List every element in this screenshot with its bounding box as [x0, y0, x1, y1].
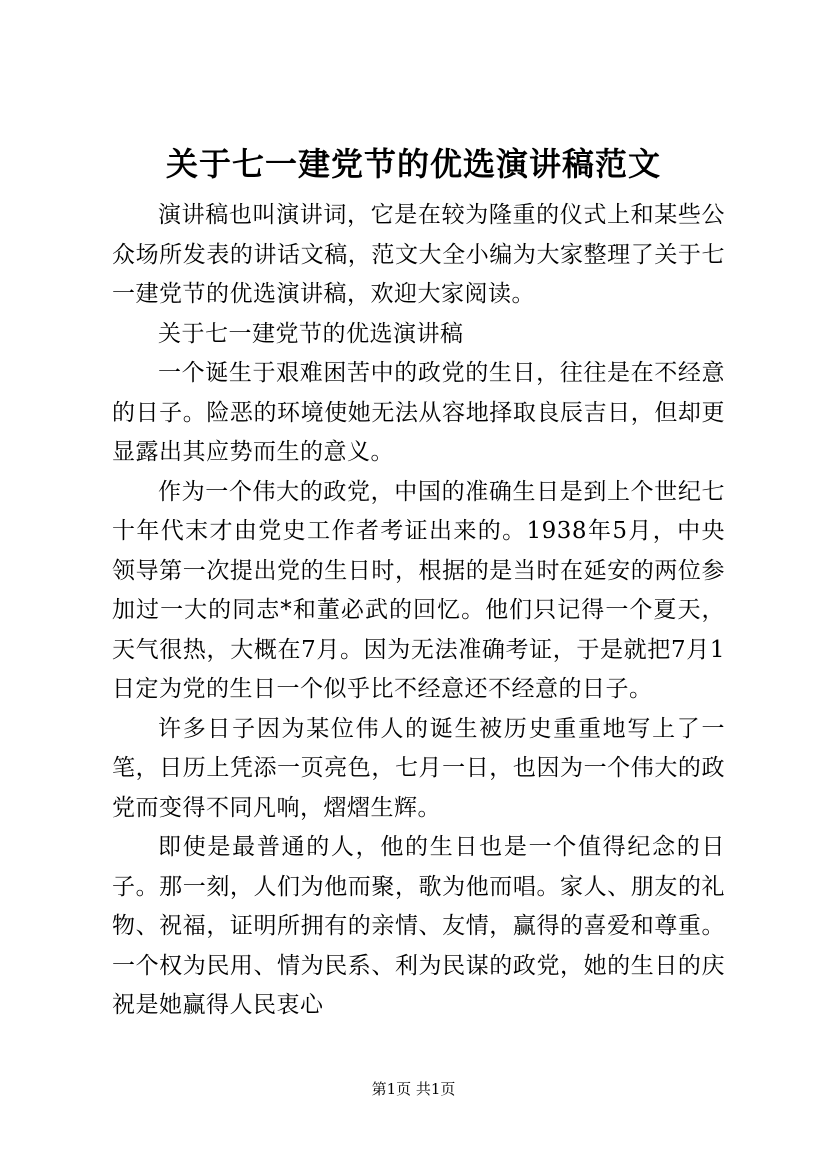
paragraph-intro: 演讲稿也叫演讲词，它是在较为隆重的仪式上和某些公众场所发表的讲话文稿，范文大全小编为大家整理了关于七一建党节的优选演讲稿，欢迎大家阅读。: [112, 202, 725, 307]
page-footer: 第1页 共1页: [371, 1080, 456, 1098]
paragraph-celebration: 即使是最普通的人，他的生日也是一个值得纪念的日子。那一刻，人们为他而聚，歌为他而唱。家人、朋友的礼物、祝福，证明所拥有的亲情、友情，赢得的喜爱和尊重。一个权为民用、情为民系、利为民谋的政党，她的生日的庆祝是她赢得人民衷心: [112, 834, 725, 1018]
document-body: [112, 196, 725, 1026]
document-title: 关于七一建党节的优选演讲稿范文: [165, 145, 661, 183]
paragraph-birthday: 一个诞生于艰难困苦中的政党的生日，往往是在不经意的日子。险恶的环境使她无法从容地择取良辰吉日，但却更显露出其应势而生的意义。: [112, 360, 725, 465]
paragraph-significance: 许多日子因为某位伟人的诞生被历史重重地写上了一笔，日历上凭添一页亮色，七月一日，也因为一个伟大的政党而变得不同凡响，熠熠生辉。: [112, 715, 725, 821]
paragraph-subtitle: 关于七一建党节的优选演讲稿: [158, 320, 464, 347]
paragraph-history: 作为一个伟大的政党，中国的准确生日是到上个世纪七十年代末才由党史工作者考证出来的。1938年5月，中央领导第一次提出党的生日时，根据的是当时在延安的两位参加过一大的同志*和董必武的回忆。他们只记得一个夏天，天气很热，大概在7月。因为无法准确考证，于是就把7月1日定为党的生日一个似乎比不经意还不经意的日子。: [112, 478, 725, 702]
